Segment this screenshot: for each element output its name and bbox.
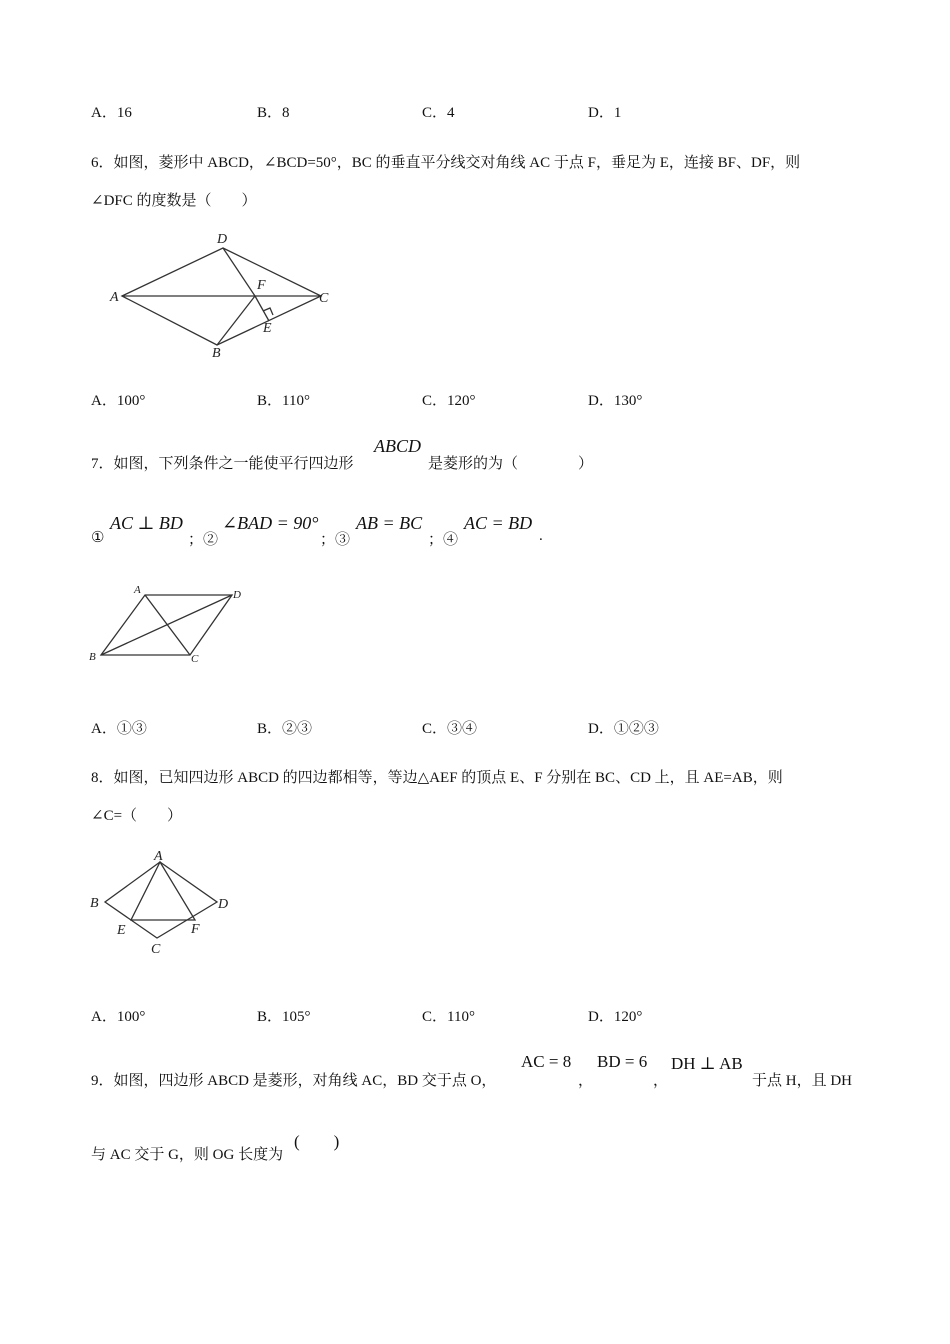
- q6-label-d: D: [217, 232, 228, 247]
- q9-comma2: ，: [653, 1073, 669, 1089]
- q9-math-ac: AC = 8: [521, 1052, 572, 1071]
- q8-rhombus-figure: [85, 845, 245, 960]
- q5-option-b: B．8: [257, 105, 290, 121]
- q8-label-e: E: [117, 923, 126, 938]
- q7-stem-suffix: 是菱形的为（ ）: [428, 456, 594, 472]
- q8-option-c: C．110°: [422, 1009, 475, 1025]
- q7-cond1-math: AC ⊥ BD: [110, 513, 183, 533]
- q7-label-a: A: [134, 584, 141, 596]
- q6-segment-fe: [255, 296, 269, 321]
- q7-option-b: B．②③: [257, 721, 313, 737]
- q6-stem-line1: 6．如图，菱形中 ABCD，∠BCD=50°，BC 的垂直平分线交对角线 AC 于点 F，垂足为 E，连接 BF、DF，则: [91, 155, 801, 171]
- q5-option-a: A．16: [91, 105, 132, 121]
- q8-label-b: B: [90, 896, 99, 911]
- q5-option-c: C．4: [422, 105, 455, 121]
- q8-option-a: A．100°: [91, 1009, 146, 1025]
- q7-math-abcd: ABCD: [374, 436, 421, 456]
- q6-option-d: D．130°: [588, 393, 643, 409]
- q8-stem-line1: 8．如图，已知四边形 ABCD 的四边都相等，等边△AEF 的顶点 E、F 分别在 BC、CD 上，且 AE=AB，则: [91, 770, 783, 786]
- q9-math-dh-perp-ab: DH ⊥ AB: [671, 1054, 743, 1073]
- q7-parallelogram-figure: [85, 582, 255, 672]
- q8-option-b: B．105°: [257, 1009, 311, 1025]
- q7-end-period: .: [539, 528, 543, 544]
- q8-option-d: D．120°: [588, 1009, 643, 1025]
- q6-label-f: F: [257, 278, 266, 293]
- q7-cond2-math: ∠BAD = 90°: [222, 513, 319, 533]
- q9-stem-line2: 与 AC 交于 G，则 OG 长度为: [91, 1147, 284, 1163]
- q8-equilateral-triangle: [131, 862, 195, 920]
- q7-cond3-math: AB = BC: [356, 513, 423, 533]
- q6-stem-line2: ∠DFC 的度数是（ ）: [91, 193, 257, 209]
- q8-label-a: A: [154, 849, 163, 864]
- q5-option-d: D．1: [588, 105, 622, 121]
- q7-label-c: C: [191, 653, 199, 665]
- q9-comma1: ，: [578, 1073, 594, 1089]
- q6-label-e: E: [263, 321, 272, 336]
- q7-option-a: A．①③: [91, 721, 147, 737]
- q7-label-d: D: [233, 589, 241, 601]
- q7-label-b: B: [89, 651, 96, 663]
- q7-diagonal-bd: [101, 595, 232, 655]
- q7-sep3: ；④: [428, 532, 459, 548]
- q6-segment-bf: [217, 296, 255, 345]
- q6-label-b: B: [212, 346, 221, 361]
- q6-label-a: A: [110, 290, 119, 305]
- q7-stem-prefix: 7．如图，下列条件之一能使平行四边形: [91, 456, 354, 472]
- q9-math-bd: BD = 6: [597, 1052, 648, 1071]
- q8-label-f: F: [191, 922, 200, 937]
- q7-sep1: ；②: [188, 532, 219, 548]
- q6-label-c: C: [319, 291, 329, 306]
- q7-cond1-number: ①: [91, 530, 105, 546]
- q6-option-c: C．120°: [422, 393, 476, 409]
- q6-rhombus-figure: [105, 225, 345, 365]
- q8-label-c: C: [151, 942, 161, 957]
- q7-cond4-math: AC = BD: [464, 513, 533, 533]
- q7-sep2: ；③: [320, 532, 351, 548]
- q9-answer-parentheses: ( ): [294, 1132, 340, 1151]
- q7-option-d: D．①②③: [588, 721, 659, 737]
- q7-option-c: C．③④: [422, 721, 478, 737]
- q6-option-a: A．100°: [91, 393, 146, 409]
- q9-stem-suffix: 于点 H，且 DH: [752, 1073, 852, 1089]
- q9-stem-prefix: 9．如图，四边形 ABCD 是菱形，对角线 AC，BD 交于点 O，: [91, 1073, 497, 1089]
- q8-label-d: D: [218, 897, 229, 912]
- q6-option-b: B．110°: [257, 393, 310, 409]
- q8-stem-line2: ∠C=（ ）: [91, 808, 183, 824]
